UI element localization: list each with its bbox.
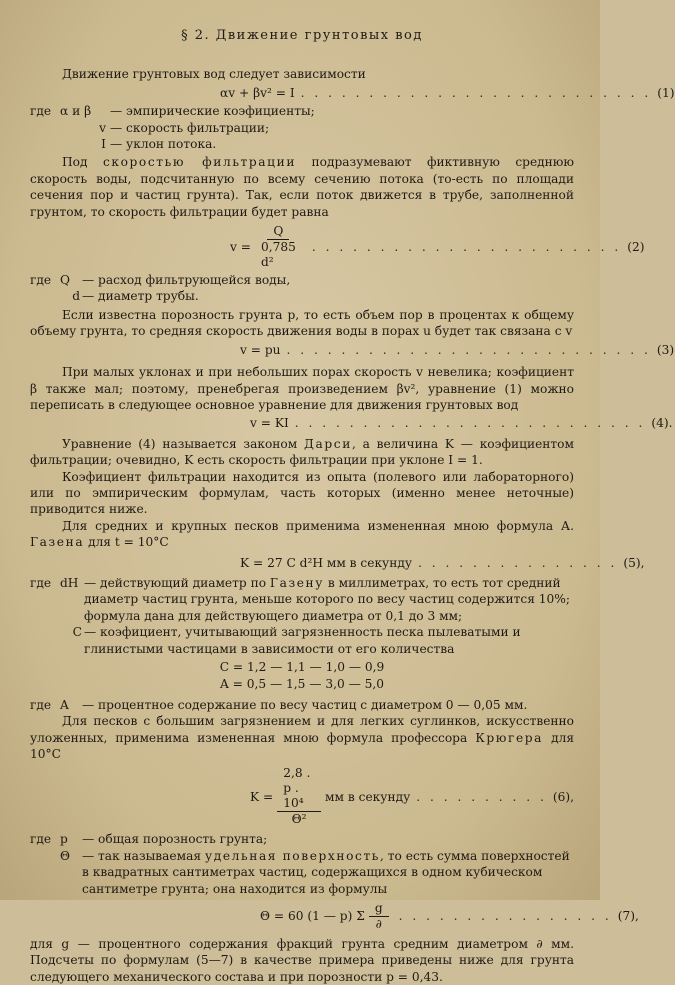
def-lead: где	[30, 697, 52, 712]
equation-4	[30, 415, 673, 431]
def-lead: где	[30, 575, 52, 590]
def-text: — общая порозность грунта;	[82, 832, 268, 847]
spaced-term: Газену	[269, 575, 324, 590]
equation-6-fraction	[277, 766, 321, 827]
equation-4-body: v = KI	[250, 416, 289, 431]
table-row-a: A = 0,5 — 1,5 — 3,0 — 5,0	[219, 677, 385, 692]
paragraph-hazen	[30, 518, 574, 551]
def-symbol: p	[60, 832, 68, 847]
def-lead: где	[30, 832, 52, 847]
table-row-c: C = 1,2 — 1,1 — 1,0 — 0,9	[219, 660, 385, 674]
text-run: , то есть сумма поверхностей в квадратных сантиметрах частиц, содержащихся в одном кубическом сантиметре грунта; она находится из формулы	[82, 848, 570, 896]
intro-paragraph: Движение грунтовых вод следует зависимости	[62, 67, 366, 82]
equation-6	[30, 766, 574, 827]
text-run: — так называемая	[82, 848, 202, 863]
def-text	[84, 575, 574, 624]
fraction-numerator: g	[369, 901, 389, 917]
equation-6-lhs: K =	[250, 789, 274, 804]
def-text: — скорость фильтрации;	[110, 120, 270, 135]
section-title: § 2. Движение грунтовых вод	[181, 28, 423, 43]
fraction-numerator: Q	[267, 224, 289, 240]
definition-row	[30, 136, 574, 152]
text-run: Для песков с большим загрязнением и для легких суглинков, искусственно уложенных, применима измененная мною формула профессора	[30, 714, 574, 745]
equation-1-number: (1)	[657, 85, 675, 100]
paragraph-small-slopes: При малых уклонах и при небольших порах скорость v невелика; коэфициент β также мал; поэтому, пренебрегая произведением βv², уравнение (1) можно переписать в следующее основное уравнение для движения грунтовых вод	[30, 365, 574, 412]
paragraph-darcy	[30, 436, 574, 469]
fraction-denominator: Θ²	[291, 812, 307, 827]
definitions-2	[30, 272, 574, 305]
leader-dots: . . . . . . . . . . . . . . . . . . . . . . . . . . .	[286, 342, 651, 357]
equation-5	[30, 555, 645, 571]
def-text: — расход фильтрующейся воды,	[82, 273, 291, 288]
definition-row	[30, 272, 574, 288]
text-run: для 10°C	[30, 730, 575, 762]
definition-row	[30, 288, 574, 304]
text-run: — действующий диаметр по	[84, 575, 267, 590]
def-lead	[30, 848, 60, 897]
def-lead: где	[30, 273, 52, 288]
leader-dots: . . . . . . . . . . . . . . .	[418, 555, 618, 570]
equation-1	[30, 85, 675, 101]
leader-dots: . . . . . . . . . .	[416, 789, 547, 804]
fraction-denominator: 0,785 d²	[260, 240, 296, 270]
leader-dots: . . . . . . . . . . . . . . . .	[398, 909, 612, 924]
text-run: Под	[62, 155, 88, 170]
def-lead	[30, 624, 60, 657]
equation-7-number: (7),	[617, 909, 639, 924]
equation-5-body: K = 27 C d²H мм в секунду	[240, 555, 413, 570]
equation-2-number: (2)	[627, 239, 645, 254]
equation-1-body: αv + βv² = I	[220, 85, 295, 100]
leader-dots: . . . . . . . . . . . . . . . . . . . . . . .	[311, 239, 622, 254]
def-symbol: A	[60, 697, 69, 712]
def-text: — процентное содержание по весу частиц с диаметром 0 — 0,05 мм.	[82, 697, 528, 712]
text-run: Уравнение (4) называется законом	[62, 436, 298, 451]
spaced-term: скоростью фильтрации	[102, 155, 297, 170]
equation-7	[30, 901, 639, 932]
def-lead: где	[30, 104, 52, 119]
leader-dots: . . . . . . . . . . . . . . . . . . . . . . . . . .	[300, 85, 652, 100]
leader-dots: . . . . . . . . . . . . . . . . . . . . . . . . . .	[294, 416, 646, 431]
spaced-term: удельная поверхность	[204, 848, 381, 863]
equation-7-lhs: Θ = 60 (1 — p) Σ	[260, 909, 365, 924]
def-text: — коэфициент, учитывающий загрязненность песка пылеватыми и глинистыми частицами в зависимости от его количества	[84, 625, 521, 656]
equation-7-fraction	[369, 901, 389, 932]
paragraph-coefficient: Коэфициент фильтрации находится из опыта (полевого или лабораторного) или по эмпирическим формулам, часть которых (именно менее неточные) приводится ниже.	[30, 469, 574, 517]
def-symbol: I	[101, 137, 106, 152]
definition-row	[30, 831, 574, 847]
spaced-term: Дарси	[304, 436, 352, 451]
fraction-numerator: 2,8 . p . 10⁴	[277, 766, 321, 812]
text-run: , а величина K — коэфициентом фильтрации; очевидно, K есть скорость фильтрации при уклоне I = 1.	[30, 436, 574, 468]
definitions-5	[30, 831, 574, 897]
spaced-term: Газена	[30, 535, 85, 550]
paragraph-kruger	[30, 713, 574, 762]
definitions-3	[30, 575, 574, 657]
text-run: подразумевают фиктивную среднюю скорость воды, подсчитанную по всему сечению потока (то-есть по площади сечения пор и частиц грунта). Так, если поток движется в трубе, заполненной грунтом, то скорость фильтрации будет равна	[30, 155, 575, 219]
definition-row	[30, 624, 574, 657]
definitions-1	[30, 103, 574, 152]
def-lead	[30, 288, 60, 304]
def-lead	[30, 120, 60, 136]
equation-5-number: (5),	[623, 555, 645, 570]
paragraph-filtration-speed	[30, 154, 574, 220]
definition-row	[30, 697, 574, 713]
text-run: для t = 10°C	[88, 535, 169, 550]
def-text	[82, 848, 574, 897]
def-text: — эмпирические коэфициенты;	[110, 104, 315, 119]
equation-2-fraction	[255, 224, 302, 270]
equation-6-number: (6),	[552, 789, 574, 804]
def-symbol: d	[72, 289, 80, 304]
equation-3	[30, 342, 675, 358]
equation-4-number: (4).	[651, 416, 673, 431]
equation-2	[30, 224, 645, 270]
def-text: — диаметр трубы.	[82, 289, 199, 304]
definition-row	[30, 103, 574, 119]
def-symbol: v	[99, 120, 106, 135]
equation-3-body: v = pu	[240, 342, 281, 357]
text-run: Для средних и крупных песков применима измененная мною формула А.	[62, 518, 574, 533]
paragraph-porosity: Если известна порозность грунта p, то есть объем пор в процентах к общему объему грунта, то средняя скорость движения воды в порах u будет так связана с v	[30, 307, 574, 339]
equation-6-rhs: мм в секунду	[325, 789, 411, 804]
equation-3-number: (3)	[656, 342, 675, 357]
def-symbol: C	[72, 625, 82, 640]
def-symbol: Θ	[60, 848, 70, 863]
spaced-term: Крюгера	[475, 730, 544, 745]
def-lead	[30, 136, 60, 152]
definition-row	[30, 575, 574, 624]
def-symbol: dH	[60, 575, 79, 590]
definition-row	[30, 120, 574, 136]
def-symbol: Q	[60, 273, 70, 288]
def-symbol: α и β	[60, 104, 92, 119]
def-text: — уклон потока.	[110, 137, 217, 152]
definition-row	[30, 848, 574, 897]
text-run: в миллиметрах, то есть тот средний диаметр частиц грунта, меньше которого по весу частиц содержится 10%; формула дана для действующего диаметра от 0,1 до 3 мм;	[84, 575, 570, 623]
equation-2-lhs: v =	[230, 239, 251, 254]
paragraph-fractions: для g — процентного содержания фракций грунта средним диаметром ∂ мм. Подсчеты по формулам (5—7) в качестве примера приведены ниже для грунта следующего механического состава и при порозности p = 0,43.	[30, 937, 574, 984]
fraction-denominator: ∂	[375, 917, 382, 932]
